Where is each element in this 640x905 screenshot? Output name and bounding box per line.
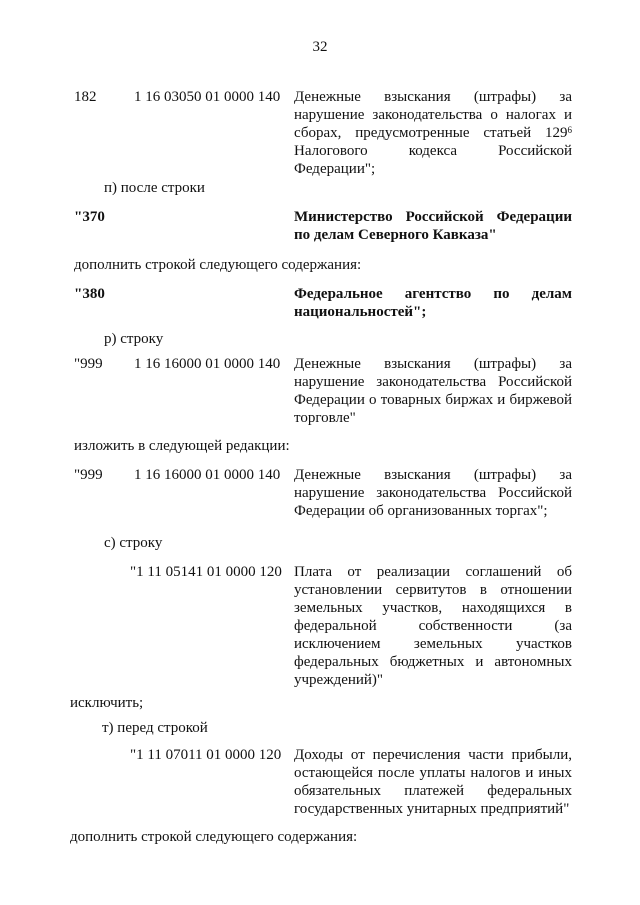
row-999-new-revenue-code: 1 16 16000 01 0000 140	[134, 467, 281, 483]
item-t: т) перед строкой	[102, 720, 208, 736]
row-999-new-description	[294, 466, 572, 520]
desc-line: Федерации";	[294, 161, 376, 177]
desc-line: Денежные взыскания (штрафы) за	[294, 356, 572, 372]
item-p: п) после строки	[104, 180, 205, 196]
desc-line: земельных участков, находящихся в	[294, 600, 572, 616]
row-370-description	[294, 208, 572, 244]
row-182-description	[294, 88, 572, 178]
row-05141-revenue-code: "1 11 05141 01 0000 120	[130, 564, 282, 580]
desc-line: национальностей";	[294, 304, 427, 320]
supplement-instruction-1: дополнить строкой следующего содержания:	[74, 257, 362, 273]
desc-line: Денежные взыскания (штрафы) за	[294, 467, 572, 483]
row-182-admin-code: 182	[74, 89, 97, 105]
item-r: р) строку	[104, 331, 164, 347]
desc-line: федеральных бюджетных и автономных	[294, 654, 572, 670]
page-number: 32	[312, 39, 328, 55]
desc-line: нарушение законодательства Российской	[294, 374, 572, 390]
row-999-old-revenue-code: 1 16 16000 01 0000 140	[134, 356, 281, 372]
desc-line: Плата от реализации соглашений об	[294, 564, 572, 580]
row-999-old-description	[294, 355, 572, 427]
row-999-new-admin-code: "999	[74, 467, 103, 483]
desc-line: остающейся после уплаты налогов и иных	[294, 765, 572, 781]
desc-line: федеральной собственности (за	[294, 618, 572, 634]
desc-line: по делам Северного Кавказа"	[294, 227, 497, 243]
desc-line: Федерации об организованных торгах";	[294, 503, 548, 519]
desc-line: установлении сервитутов в отношении	[294, 582, 572, 598]
desc-line: Федеральное агентство по делам	[294, 286, 572, 302]
desc-line: Министерство Российской Федерации	[294, 209, 572, 225]
row-182-revenue-code: 1 16 03050 01 0000 140	[134, 89, 281, 105]
desc-line-text: сборах, предусмотренные статьей 129	[294, 125, 568, 141]
desc-line: Налогового кодекса Российской	[294, 143, 572, 159]
desc-line: Доходы от перечисления части прибыли,	[294, 747, 572, 763]
desc-line: исключением земельных участков	[294, 636, 572, 652]
restate-instruction: изложить в следующей редакции:	[74, 438, 290, 454]
row-07011-revenue-code: "1 11 07011 01 0000 120	[130, 747, 282, 763]
row-999-old-admin-code: "999	[74, 356, 103, 372]
desc-line-with-footnote	[294, 124, 572, 142]
desc-line: государственных унитарных предприятий"	[294, 801, 570, 817]
row-05141-description	[294, 563, 572, 689]
row-07011-description	[294, 746, 572, 818]
desc-line: торговле"	[294, 410, 356, 426]
row-380-admin-code: "380	[74, 286, 105, 302]
item-s: с) строку	[104, 535, 163, 551]
desc-line: Денежные взыскания (штрафы) за	[294, 89, 572, 105]
row-380-description	[294, 285, 572, 321]
supplement-instruction-2: дополнить строкой следующего содержания:	[70, 829, 358, 845]
exclude-instruction: исключить;	[70, 695, 144, 711]
row-370-admin-code: "370	[74, 209, 105, 225]
desc-line: учреждений)"	[294, 672, 384, 688]
desc-line: нарушение законодательства о налогах и	[294, 107, 572, 123]
footnote-mark: 6	[567, 125, 572, 135]
desc-line: Федерации о товарных биржах и биржевой	[294, 392, 572, 408]
desc-line: нарушение законодательства Российской	[294, 485, 572, 501]
desc-line: обязательных платежей федеральных	[294, 783, 572, 799]
